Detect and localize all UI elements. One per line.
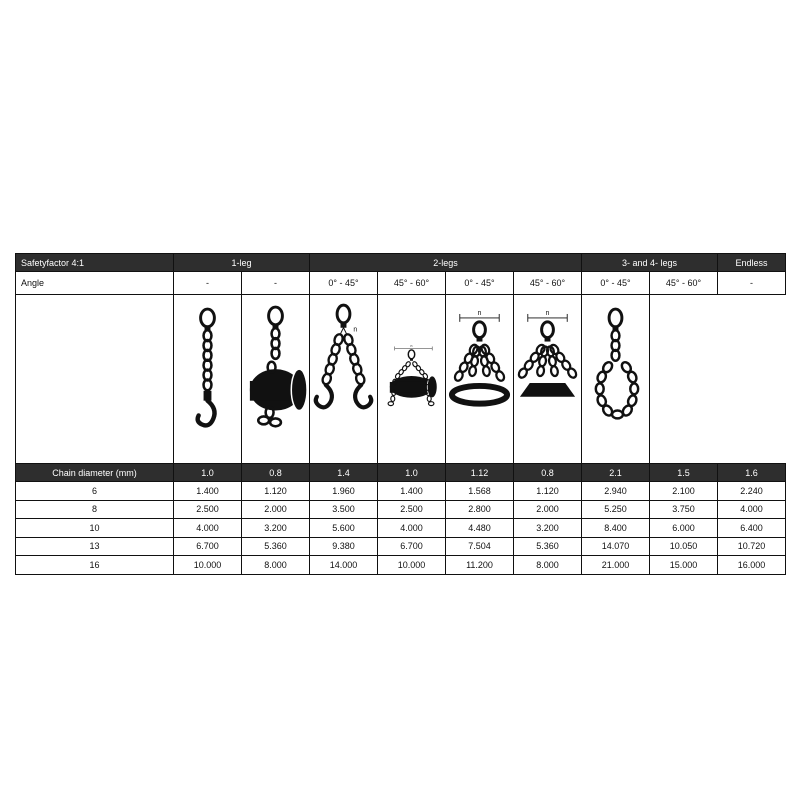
row-value-1: 10.000 <box>174 556 242 575</box>
figure-cell-four-leg-ring <box>446 295 514 464</box>
row-value-1: 2.500 <box>174 500 242 519</box>
table-row <box>16 519 786 538</box>
four-leg-chain-on-block-icon <box>514 295 581 463</box>
header-2-legs: 2-legs <box>310 254 582 272</box>
chain-diameter-header-row <box>16 464 786 482</box>
lifting-chain-capacity-table <box>15 253 785 575</box>
row-value-8: 6.000 <box>650 519 718 538</box>
factor-cell-4: 1.0 <box>378 464 446 482</box>
factor-cell-8: 1.5 <box>650 464 718 482</box>
row-value-1: 1.400 <box>174 482 242 501</box>
header-row-configurations <box>16 254 786 272</box>
row-value-9: 2.240 <box>718 482 786 501</box>
row-value-5: 7.504 <box>446 537 514 556</box>
figure-row <box>16 295 786 464</box>
row-diameter: 10 <box>16 519 174 538</box>
row-value-2: 3.200 <box>242 519 310 538</box>
factor-cell-3: 1.4 <box>310 464 378 482</box>
row-value-9: 10.720 <box>718 537 786 556</box>
row-value-6: 3.200 <box>514 519 582 538</box>
row-value-4: 10.000 <box>378 556 446 575</box>
row-diameter: 13 <box>16 537 174 556</box>
row-value-9: 6.400 <box>718 519 786 538</box>
factor-cell-6: 0.8 <box>514 464 582 482</box>
factor-cell-5: 1.12 <box>446 464 514 482</box>
row-value-1: 4.000 <box>174 519 242 538</box>
figure-cell-single-leg-choked <box>242 295 310 464</box>
row-value-4: 2.500 <box>378 500 446 519</box>
row-value-2: 8.000 <box>242 556 310 575</box>
header-safetyfactor: Safetyfactor 4:1 <box>16 254 174 272</box>
header-3-and-4-legs: 3- and 4- legs <box>582 254 718 272</box>
svg-text:n: n <box>477 309 482 317</box>
four-leg-chain-on-ring-icon <box>446 295 513 463</box>
two-leg-chain-hooks-icon <box>310 295 377 463</box>
two-leg-basket-around-pipe-icon <box>378 295 445 463</box>
angle-cell-5: 0° - 45° <box>446 272 514 295</box>
row-diameter: 8 <box>16 500 174 519</box>
row-value-5: 1.568 <box>446 482 514 501</box>
table-row <box>16 482 786 501</box>
row-value-4: 4.000 <box>378 519 446 538</box>
factor-cell-2: 0.8 <box>242 464 310 482</box>
figure-cell-two-leg-hooks <box>310 295 378 464</box>
angle-cell-9: - <box>718 272 786 295</box>
row-value-2: 1.120 <box>242 482 310 501</box>
capacity-table <box>15 253 786 575</box>
angle-cell-1: - <box>174 272 242 295</box>
table-row <box>16 537 786 556</box>
factor-cell-1: 1.0 <box>174 464 242 482</box>
figure-cell-four-leg-block <box>514 295 582 464</box>
row-value-6: 5.360 <box>514 537 582 556</box>
row-value-8: 15.000 <box>650 556 718 575</box>
row-value-9: 4.000 <box>718 500 786 519</box>
row-value-4: 1.400 <box>378 482 446 501</box>
row-value-7: 14.070 <box>582 537 650 556</box>
row-value-5: 4.480 <box>446 519 514 538</box>
row-value-3: 3.500 <box>310 500 378 519</box>
row-value-3: 5.600 <box>310 519 378 538</box>
row-diameter: 6 <box>16 482 174 501</box>
svg-text:n: n <box>410 343 413 348</box>
row-value-2: 5.360 <box>242 537 310 556</box>
row-value-5: 2.800 <box>446 500 514 519</box>
row-value-6: 1.120 <box>514 482 582 501</box>
row-value-3: 9.380 <box>310 537 378 556</box>
figure-cell-two-leg-basket <box>378 295 446 464</box>
row-value-8: 2.100 <box>650 482 718 501</box>
row-value-9: 16.000 <box>718 556 786 575</box>
row-value-3: 1.960 <box>310 482 378 501</box>
row-value-8: 10.050 <box>650 537 718 556</box>
row-value-7: 2.940 <box>582 482 650 501</box>
row-value-7: 5.250 <box>582 500 650 519</box>
angle-cell-3: 0° - 45° <box>310 272 378 295</box>
table-row <box>16 556 786 575</box>
row-value-7: 8.400 <box>582 519 650 538</box>
row-value-6: 2.000 <box>514 500 582 519</box>
factor-cell-7: 2.1 <box>582 464 650 482</box>
single-leg-chain-hook-icon <box>174 295 241 463</box>
svg-text:n: n <box>353 326 358 334</box>
row-value-3: 14.000 <box>310 556 378 575</box>
angle-label: Angle <box>16 272 174 295</box>
svg-text:n: n <box>545 309 550 317</box>
header-endless: Endless <box>718 254 786 272</box>
angle-cell-2: - <box>242 272 310 295</box>
chain-diameter-label: Chain diameter (mm) <box>16 464 174 482</box>
angle-cell-8: 45° - 60° <box>650 272 718 295</box>
row-diameter: 16 <box>16 556 174 575</box>
row-value-1: 6.700 <box>174 537 242 556</box>
table-row <box>16 500 786 519</box>
figure-cell-single-leg-chain-hook <box>174 295 242 464</box>
angle-cell-6: 45° - 60° <box>514 272 582 295</box>
row-value-4: 6.700 <box>378 537 446 556</box>
row-value-7: 21.000 <box>582 556 650 575</box>
row-value-2: 2.000 <box>242 500 310 519</box>
row-value-5: 11.200 <box>446 556 514 575</box>
angle-cell-4: 45° - 60° <box>378 272 446 295</box>
figure-cell-empty <box>16 295 174 464</box>
figure-cell-endless-sling <box>582 295 650 464</box>
angle-cell-7: 0° - 45° <box>582 272 650 295</box>
endless-chain-sling-icon <box>582 295 649 463</box>
row-value-6: 8.000 <box>514 556 582 575</box>
header-1-leg: 1-leg <box>174 254 310 272</box>
angle-row <box>16 272 786 295</box>
single-leg-choked-around-pipe-icon <box>242 295 309 463</box>
factor-cell-9: 1.6 <box>718 464 786 482</box>
row-value-8: 3.750 <box>650 500 718 519</box>
